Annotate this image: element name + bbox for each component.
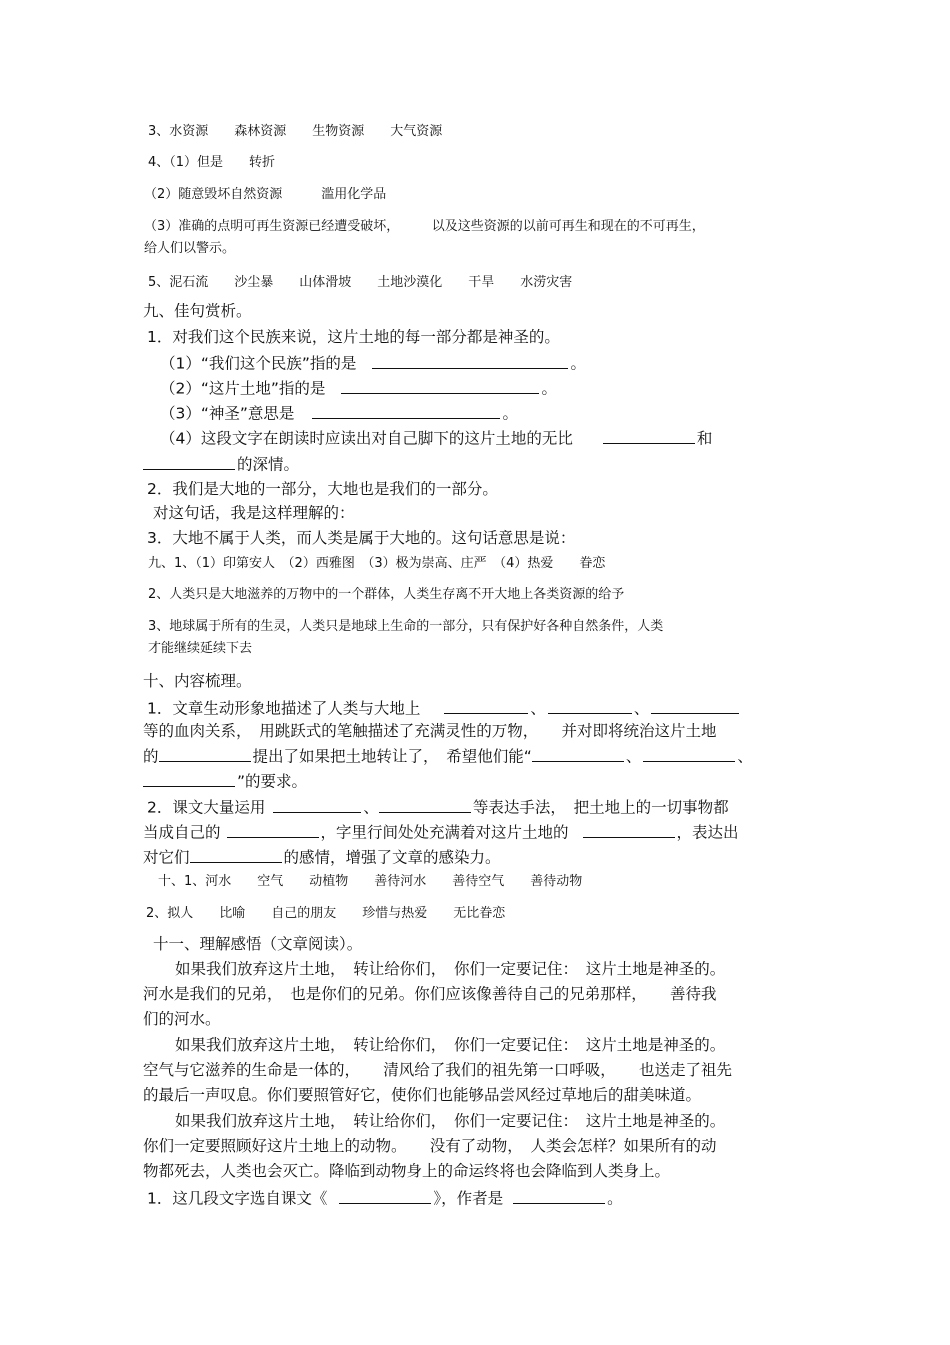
q11-1-blank-title[interactable] xyxy=(339,1188,431,1204)
sep: 、 xyxy=(625,747,642,766)
q9-1-2-blank[interactable] xyxy=(341,378,539,394)
answer-8-4-3-line2: 给人们以警示。 xyxy=(144,241,236,256)
q10-1-line1 xyxy=(147,698,741,719)
q10-1-blank-7[interactable] xyxy=(143,771,235,787)
q10-2-blank-3[interactable] xyxy=(227,822,319,838)
q11-1-pre: 1．这几段文字选自课文《 xyxy=(147,1189,328,1208)
q9-1-2-text: （2）“这片土地”指的是 xyxy=(160,379,326,398)
q10-1-blank-3[interactable] xyxy=(651,698,739,714)
passage-3-line3: 物都死去，人类也会灭亡。降临到动物身上的命运终将也会降临到人类身上。 xyxy=(143,1162,671,1180)
q11-1 xyxy=(147,1188,623,1209)
answer-8-3: 3、水资源 森林资源 生物资源 大气资源 xyxy=(148,124,443,139)
q10-1-text: 1．文章生动形象地描述了人类与大地上 xyxy=(147,699,421,718)
q10-1-line2: 等的血肉关系， 用跳跃式的笔触描述了充满灵性的万物， 并对即将统治这片土地 xyxy=(143,722,717,740)
q9-1-1-period: 。 xyxy=(570,354,586,373)
q11-1-end: 。 xyxy=(607,1189,623,1208)
q10-2-blank-5[interactable] xyxy=(190,847,282,863)
q9-1-3-blank[interactable] xyxy=(312,403,500,419)
q9-2-prompt: 对这句话，我是这样理解的： xyxy=(153,504,355,522)
answer-9-1: 九、1、（1）印第安人 （2）西雅图 （3）极为崇高、庄严 （4）热爱 眷恋 xyxy=(148,556,606,571)
q10-2-line2 xyxy=(143,822,739,843)
q10-1-line3 xyxy=(143,746,753,767)
q10-2-line3 xyxy=(143,847,501,868)
sep: 、 xyxy=(737,747,753,766)
answer-8-4-1: 4、（1）但是 转折 xyxy=(148,155,276,170)
answer-8-4-3-line1: （3）准确的点明可再生资源已经遭受破坏， 以及这些资源的以前可再生和现在的不可再生， xyxy=(144,219,705,234)
passage-3-line1: 如果我们放弃这片土地， 转让给你们， 你们一定要记住： 这片土地是神圣的。 xyxy=(175,1112,726,1130)
q9-2: 2．我们是大地的一部分，大地也是我们的一部分。 xyxy=(147,480,498,498)
sep: 、 xyxy=(530,699,546,718)
answer-10-2: 2、拟人 比喻 自己的朋友 珍惜与热爱 无比眷恋 xyxy=(146,906,506,921)
q10-2-end3: 的感情，增强了文章的感染力。 xyxy=(283,848,501,867)
q10-2-blank-1[interactable] xyxy=(273,797,361,813)
q9-1-4-and: 和 xyxy=(696,429,713,448)
q10-1-blank-4[interactable] xyxy=(159,746,251,762)
passage-2-line2: 空气与它滋养的生命是一体的， 清风给了我们的祖先第一口呼吸， 也送走了祖先 xyxy=(143,1061,733,1079)
answer-10-1: 十、1、河水 空气 动植物 善待河水 善待空气 善待动物 xyxy=(158,874,583,889)
q9-1-4-text: （4）这段文字在朗读时应读出对自己脚下的这片土地的无比 xyxy=(160,429,573,448)
q9-1-1-blank[interactable] xyxy=(372,353,568,369)
q9-1: 1．对我们这个民族来说，这片土地的每一部分都是神圣的。 xyxy=(147,328,560,346)
q10-1-blank-6[interactable] xyxy=(643,746,735,762)
q9-1-1-text: （1）“我们这个民族”指的是 xyxy=(160,354,357,373)
passage-1-line3: 们的河水。 xyxy=(143,1010,221,1028)
answer-9-3-line1: 3、地球属于所有的生灵，人类只是地球上生命的一部分，只有保护好各种自然条件，人类 xyxy=(148,619,664,634)
passage-2-line3: 的最后一声叹息。你们要照管好它，使你们也能够品尝风经过草地后的甜美味道。 xyxy=(143,1086,702,1104)
q9-1-3-period: 。 xyxy=(502,404,518,423)
q10-1-line4 xyxy=(143,771,307,792)
q10-2-pre: 2．课文大量运用 xyxy=(147,798,266,817)
q9-1-4-deep: 的深情。 xyxy=(237,455,300,474)
q9-1-3-text: （3）“神圣”意思是 xyxy=(160,404,295,423)
passage-2-line1: 如果我们放弃这片土地， 转让给你们， 你们一定要记住： 这片土地是神圣的。 xyxy=(175,1036,726,1054)
sep: 、 xyxy=(363,798,379,817)
section-11-title: 十一、理解感悟（文章阅读）。 xyxy=(153,935,363,953)
answer-9-2: 2、人类只是大地滋养的万物中的一个群体，人类生存离不开大地上各类资源的给予 xyxy=(148,587,625,602)
q11-1-mid: 》，作者是 xyxy=(433,1189,504,1208)
answer-9-3-line2: 才能继续延续下去 xyxy=(148,641,253,656)
q10-1-end: ”的要求。 xyxy=(237,772,308,791)
q9-1-3 xyxy=(160,403,518,424)
passage-1-line1: 如果我们放弃这片土地， 转让给你们， 你们一定要记住： 这片土地是神圣的。 xyxy=(175,960,726,978)
section-10-title: 十、内容梳理。 xyxy=(143,672,252,690)
q9-1-4-blank-2[interactable] xyxy=(143,454,235,470)
q10-2-pre2: 当成自己的 xyxy=(143,823,221,842)
q10-2-mid: 等表达手法， 把土地上的一切事物都 xyxy=(472,798,729,817)
sep: 、 xyxy=(633,699,650,718)
q10-1-de: 的 xyxy=(143,747,159,766)
answer-8-4-2: （2）随意毁坏自然资源 滥用化学品 xyxy=(144,187,387,202)
q9-1-4-blank-1[interactable] xyxy=(603,428,695,444)
q10-2-pre3: 对它们 xyxy=(143,848,190,867)
section-9-title: 九、佳句赏析。 xyxy=(143,302,252,320)
q10-2-mid2: ，字里行间处处充满着对这片土地的 xyxy=(320,823,569,842)
passage-3-line2: 你们一定要照顾好这片土地上的动物。 没有了动物， 人类会怎样？如果所有的动 xyxy=(143,1137,717,1155)
q10-1-blank-1[interactable] xyxy=(444,698,528,714)
q9-1-4-line1 xyxy=(160,428,712,449)
q11-1-blank-author[interactable] xyxy=(513,1188,605,1204)
q10-2-line1 xyxy=(147,797,729,818)
q9-1-2 xyxy=(160,378,557,399)
q10-2-end2: ，表达出 xyxy=(676,823,739,842)
q10-1-blank-5[interactable] xyxy=(532,746,624,762)
q10-1-blank-2[interactable] xyxy=(548,698,632,714)
q9-1-1 xyxy=(160,353,586,374)
q10-2-blank-4[interactable] xyxy=(583,822,675,838)
q9-3: 3．大地不属于人类，而人类是属于大地的。这句话意思是说： xyxy=(147,529,576,547)
passage-1-line2: 河水是我们的兄弟， 也是你们的兄弟。你们应该像善待自己的兄弟那样， 善待我 xyxy=(143,985,717,1003)
q10-2-blank-2[interactable] xyxy=(379,797,471,813)
q9-1-4-line2 xyxy=(143,454,299,475)
q10-1-mid: 提出了如果把土地转让了， 希望他们能“ xyxy=(252,747,532,766)
answer-8-5: 5、泥石流 沙尘暴 山体滑坡 土地沙漠化 干旱 水涝灾害 xyxy=(148,275,573,290)
q9-1-2-period: 。 xyxy=(541,379,557,398)
